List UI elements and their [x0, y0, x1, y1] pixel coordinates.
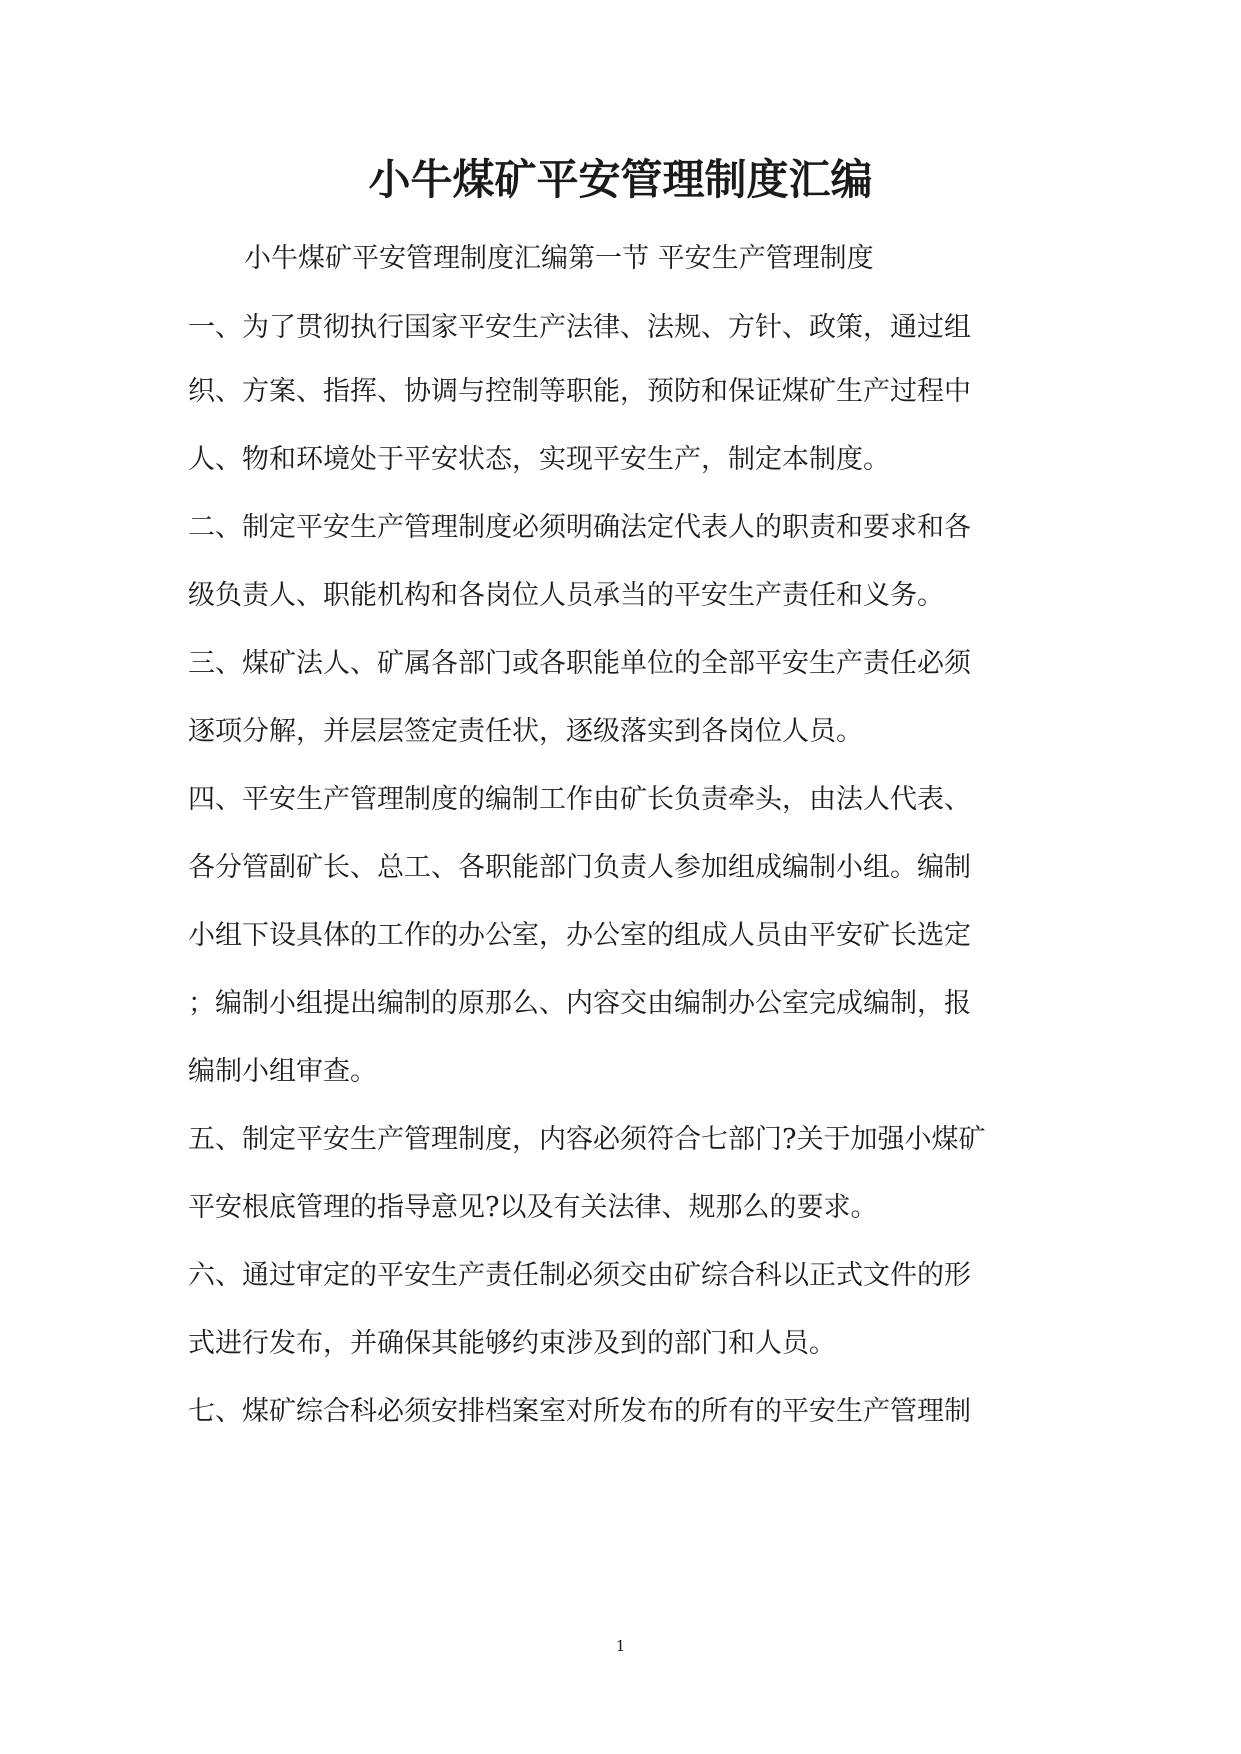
- body-line: 三、煤矿法人、矿属各部门或各职能单位的全部平安生产责任必须: [188, 648, 971, 679]
- body-line: 小组下设具体的工作的办公室，办公室的组成人员由平安矿长选定: [188, 920, 971, 951]
- document-title: 小牛煤矿平安管理制度汇编: [368, 155, 873, 204]
- body-line: ；编制小组提出编制的原那么、内容交由编制办公室完成编制，报: [188, 988, 971, 1019]
- page-number: 1: [615, 1637, 626, 1655]
- body-line: 六、通过审定的平安生产责任制必须交由矿综合科以正式文件的形: [188, 1260, 971, 1291]
- body-line: 五、制定平安生产管理制度，内容必须符合七部门?关于加强小煤矿: [188, 1124, 986, 1155]
- body-line: 各分管副矿长、总工、各职能部门负责人参加组成编制小组。编制: [188, 852, 971, 883]
- section-heading: 小牛煤矿平安管理制度汇编第一节 平安生产管理制度: [244, 243, 874, 274]
- body-line: 织、方案、指挥、协调与控制等职能，预防和保证煤矿生产过程中: [188, 376, 971, 407]
- body-line: 七、煤矿综合科必须安排档案室对所发布的所有的平安生产管理制: [188, 1396, 971, 1427]
- body-line: 二、制定平安生产管理制度必须明确法定代表人的职责和要求和各: [188, 512, 971, 543]
- body-line: 式进行发布，并确保其能够约束涉及到的部门和人员。: [188, 1328, 836, 1359]
- body-line: 平安根底管理的指导意见?以及有关法律、规那么的要求。: [188, 1192, 878, 1223]
- body-line: 四、平安生产管理制度的编制工作由矿长负责牵头，由法人代表、: [188, 784, 971, 815]
- body-line: 逐项分解，并层层签定责任状，逐级落实到各岗位人员。: [188, 716, 863, 747]
- body-line: 一、为了贯彻执行国家平安生产法律、法规、方针、政策，通过组: [188, 312, 971, 343]
- body-line: 编制小组审查。: [188, 1056, 377, 1087]
- body-line: 级负责人、职能机构和各岗位人员承当的平安生产责任和义务。: [188, 580, 944, 611]
- body-line: 人、物和环境处于平安状态，实现平安生产，制定本制度。: [188, 444, 890, 475]
